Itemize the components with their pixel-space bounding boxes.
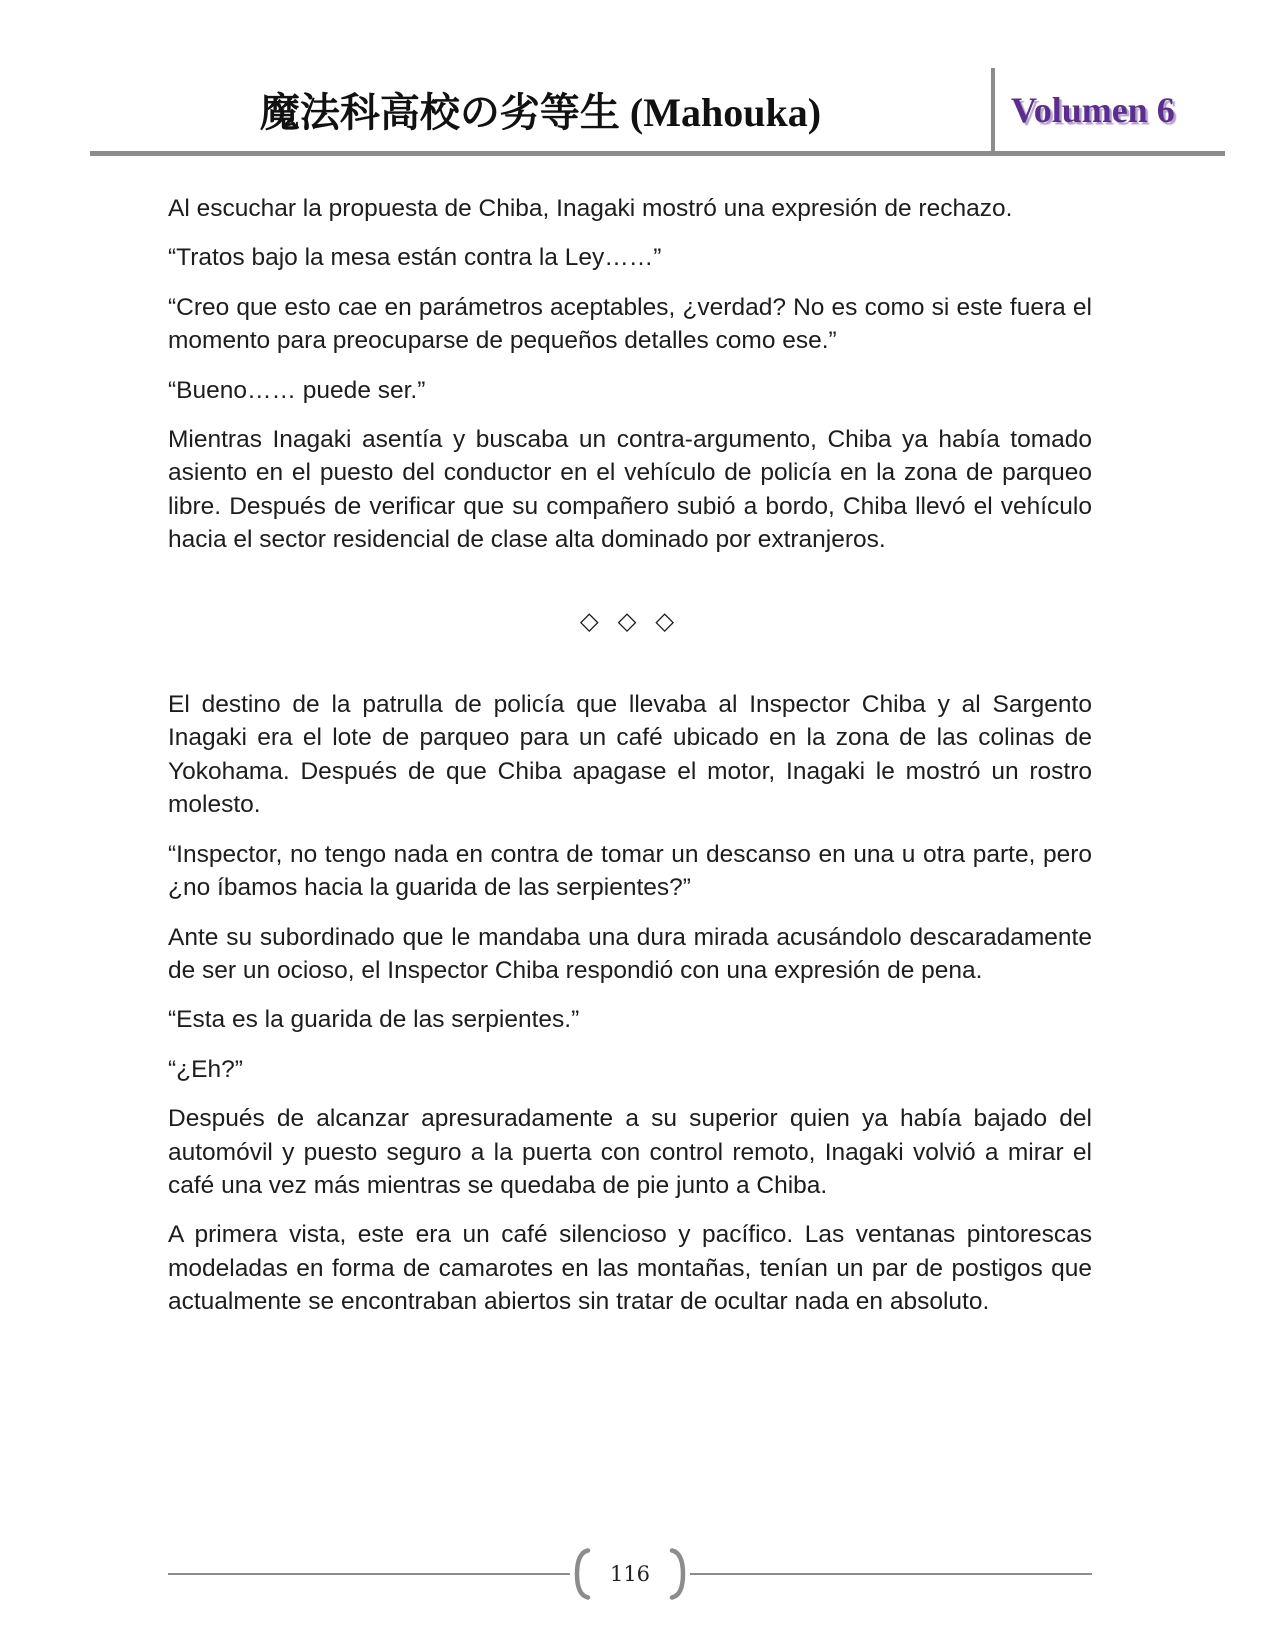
series-title: 魔法科高校の劣等生 (Mahouka) (259, 90, 822, 135)
page-number-bracket-left-icon (570, 1547, 592, 1601)
footer-rule-left (168, 1573, 570, 1576)
paragraph: “Esta es la guarida de las serpientes.” (168, 1006, 580, 1034)
volume-badge (991, 68, 1225, 151)
paragraph: “Creo que esto cae en parámetros aceptables, ¿verdad? No es como si este fuera el momento para preocuparse de pequeños detalles como ese.” (168, 293, 1092, 355)
paragraph: “Bueno…… puede ser.” (168, 376, 426, 404)
paragraph: Mientras Inagaki asentía y buscaba un contra-argumento, Chiba ya había tomado asiento en el puesto del conductor en el vehículo de policía en la zona de parqueo libre. Después de verificar que su compañero subió a bordo, Chiba llevó el vehículo hacia el sector residencial de clase alta dominado por extranjeros. (168, 426, 1092, 554)
paragraph: Después de alcanzar apresuradamente a su superior quien ya había bajado del automóvil y puesto seguro a la puerta con control remoto, Inagaki volvió a mirar el café una vez más mientras se quedaba de pie junto a Chiba. (168, 1105, 1092, 1199)
page-number-bracket-right-icon (668, 1547, 690, 1601)
footer-rule-right (690, 1573, 1092, 1576)
paragraph: “Inspector, no tengo nada en contra de tomar un descanso en una u otra parte, pero ¿no íbamos hacia la guarida de las serpientes?” (168, 840, 1092, 902)
paragraph: “Tratos bajo la mesa están contra la Ley……” (168, 244, 662, 272)
header-title-area (90, 68, 991, 151)
page-header (90, 68, 1225, 156)
paragraph: A primera vista, este era un café silencioso y pacífico. Las ventanas pintorescas modeladas en forma de camarotes en las montañas, tenían un par de postigos que actualmente se encontraban abiertos sin tratar de ocultar nada en absoluto. (168, 1221, 1092, 1316)
page-footer (168, 1546, 1092, 1602)
paragraph: Ante su subordinado que le mandaba una dura mirada acusándolo descaradamente de ser un ocioso, el Inspector Chiba respondió con una expresión de pena. (168, 923, 1092, 984)
paragraph: El destino de la patrulla de policía que llevaba al Inspector Chiba y al Sargento Inagaki era el lote de parqueo para un café ubicado en la zona de las colinas de Yokohama. Después de que Chiba apagase el motor, Inagaki le mostró un rostro molesto. (168, 691, 1092, 819)
page-number: 116 (609, 1562, 651, 1586)
scene-separator: ◇ ◇ ◇ (579, 607, 681, 635)
volume-label: Volumen 6 (1011, 89, 1175, 130)
body-text-column (168, 192, 1092, 1335)
paragraph: Al escuchar la propuesta de Chiba, Inagaki mostró una expresión de rechazo. (168, 195, 1013, 222)
paragraph: “¿Eh?” (168, 1055, 243, 1083)
